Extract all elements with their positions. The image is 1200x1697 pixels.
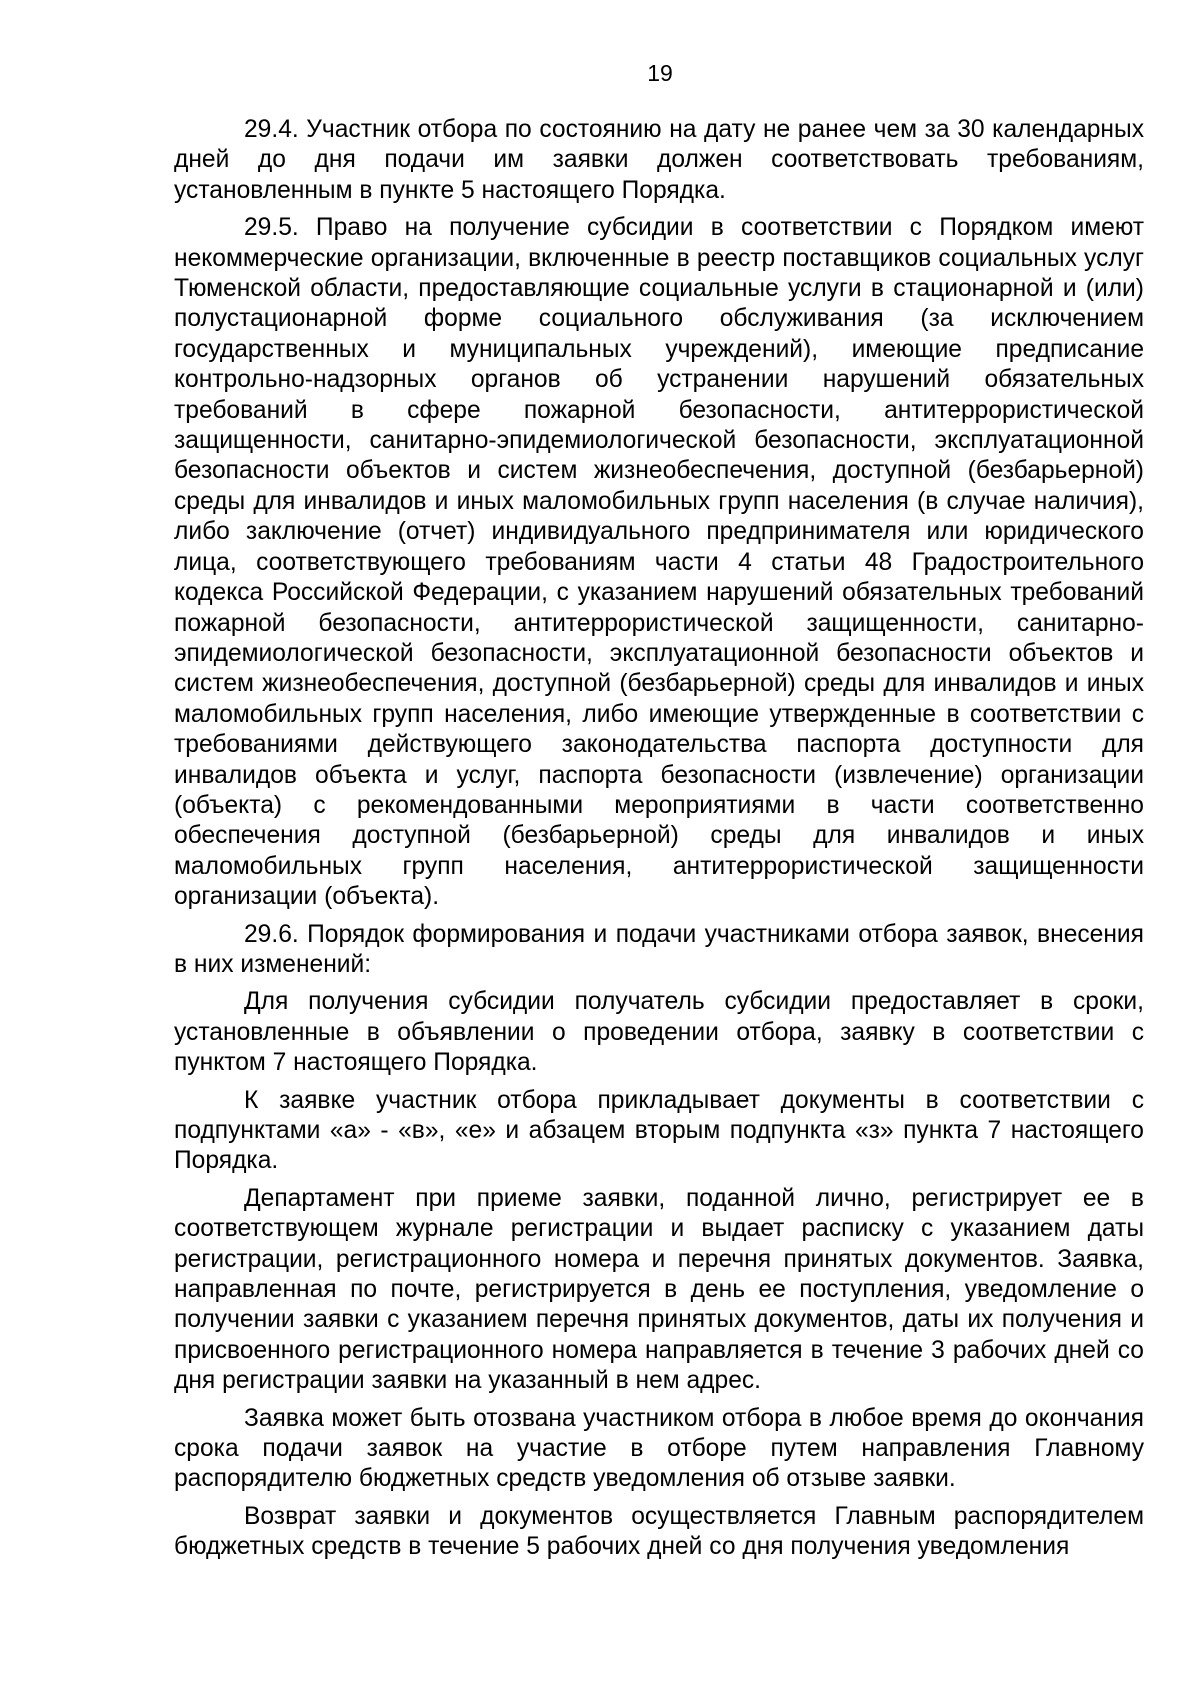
paragraph-attached-documents: К заявке участник отбора прикладывает документы в соответствии с подпунктами «а» - «в», «е» и абзацем вторым подпункта «з» пункта 7 настоящего Порядка. <box>174 1086 1144 1175</box>
paragraph-withdrawal: Заявка может быть отозвана участником отбора в любое время до окончания срока подачи заявок на участие в отборе путем направления Главному распорядителю бюджетных средств уведомления об отзыве заявки. <box>174 1404 1144 1493</box>
document-body <box>174 115 1144 1568</box>
paragraph-return: Возврат заявки и документов осуществляется Главным распорядителем бюджетных средств в течение 5 рабочих дней со дня получения уведомления <box>174 1502 1144 1561</box>
page-number: 19 <box>647 60 673 86</box>
paragraph-29-5: 29.5. Право на получение субсидии в соответствии с Порядком имеют некоммерческие организации, включенные в реестр поставщиков социальных услуг Тюменской области, предоставляющие социальные услуги в стационарной и (или) полустационарной форме социального обслуживания (за исключением государственных и муниципальных учреждений), имеющие предписание контрольно-надзорных органов об устранении нарушений обязательных требований в сфере пожарной безопасности, антитеррористической защищенности, санитарно-эпидемиологической безопасности, эксплуатационной безопасности объектов и систем жизнеобеспечения, доступной (безбарьерной) среды для инвалидов и иных маломобильных групп населения (в случае наличия), либо заключение (отчет) индивидуального предпринимателя или юридического лица, соответствующего требованиям части 4 статьи 48 Градостроительного кодекса Российской Федерации, с указанием нарушений обязательных требований пожарной безопасности, антитеррористической защищенности, санитарно-эпидемиологической безопасности, эксплуатационной безопасности объектов и систем жизнеобеспечения, доступной (безбарьерной) среды для инвалидов и иных маломобильных групп населения, либо имеющие утвержденные в соответствии с требованиями действующего законодательства паспорта доступности для инвалидов объекта и услуг, паспорта безопасности (извлечение) организации (объекта) с рекомендованными мероприятиями в части соответственно обеспечения доступной (безбарьерной) среды для инвалидов и иных маломобильных групп населения, антитеррористической защищенности организации (объекта). <box>174 214 1144 911</box>
paragraph-29-4: 29.4. Участник отбора по состоянию на дату не ранее чем за 30 календарных дней до дня подачи им заявки должен соответствовать требованиям, установленным в пункте 5 настоящего Порядка. <box>174 116 1144 204</box>
paragraph-application-submission: Для получения субсидии получатель субсидии предоставляет в сроки, установленные в объявлении о проведении отбора, заявку в соответствии с пунктом 7 настоящего Порядка. <box>174 988 1144 1077</box>
paragraph-registration: Департамент при приеме заявки, поданной лично, регистрирует ее в соответствующем журнале регистрации и выдает расписку с указанием даты регистрации, регистрационного номера и перечня принятых документов. Заявка, направленная по почте, регистрируется в день ее поступления, уведомление о получении заявки с указанием перечня принятых документов, даты их получения и присвоенного регистрационного номера направляется в течение 3 рабочих дней со дня регистрации заявки на указанный в нем адрес. <box>174 1184 1144 1395</box>
paragraph-29-6: 29.6. Порядок формирования и подачи участниками отбора заявок, внесения в них изменений: <box>174 920 1144 978</box>
